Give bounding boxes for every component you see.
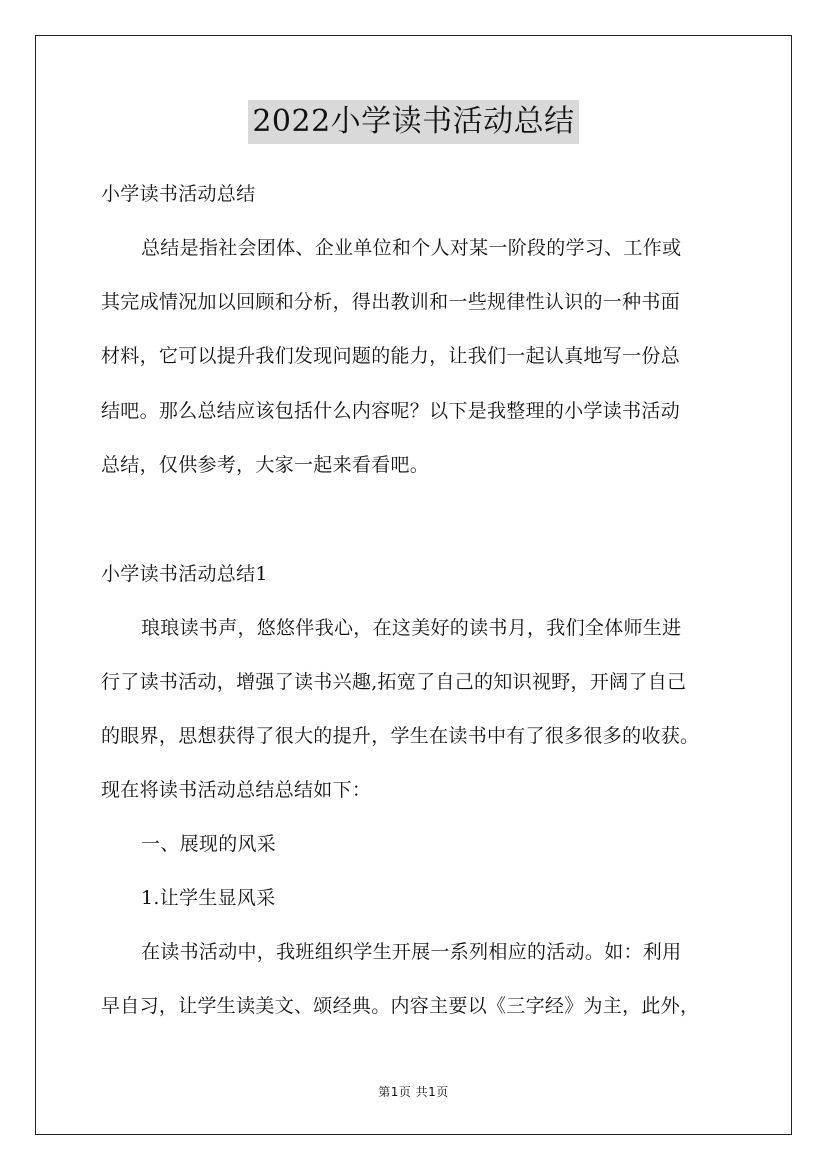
section-heading: 小学读书活动总结1 <box>101 563 268 585</box>
paragraph-line: 结吧。那么总结应该包括什么内容呢？以下是我整理的小学读书活动 <box>101 400 681 422</box>
paragraph-line: 总结，仅供参考，大家一起来看看吧。 <box>101 454 430 476</box>
paragraph-line: 现在将读书活动总结总结如下： <box>101 779 372 801</box>
subheading: 一、展现的风采 <box>141 833 277 855</box>
paragraph-line: 其完成情况加以回顾和分析，得出教训和一些规律性认识的一种书面 <box>101 291 681 313</box>
paragraph-line: 琅琅读书声，悠悠伴我心，在这美好的读书月，我们全体师生进 <box>141 617 682 639</box>
paragraph-line: 早自习，让学生读美文、颂经典。内容主要以《三字经》为主，此外， <box>101 995 700 1017</box>
paragraph-line: 材料，它可以提升我们发现问题的能力，让我们一起认真地写一份总 <box>101 345 681 367</box>
document-title: 2022小学读书活动总结 <box>248 100 578 144</box>
page-footer: 第1页 共1页 <box>378 1085 449 1099</box>
paragraph-line: 在读书活动中，我班组织学生开展一系列相应的活动。如：利用 <box>141 941 682 963</box>
paragraph-line: 的眼界，思想获得了很大的提升，学生在读书中有了很多很多的收获。 <box>101 725 700 747</box>
section-heading: 小学读书活动总结 <box>101 183 256 205</box>
paragraph-line: 行了读书活动，增强了读书兴趣,拓宽了自己的知识视野，开阔了自己 <box>101 671 687 693</box>
subheading: 1.让学生显风采 <box>141 887 276 909</box>
paragraph-line: 总结是指社会团体、企业单位和个人对某一阶段的学习、工作或 <box>141 237 682 259</box>
document-title-wrap <box>0 100 827 144</box>
